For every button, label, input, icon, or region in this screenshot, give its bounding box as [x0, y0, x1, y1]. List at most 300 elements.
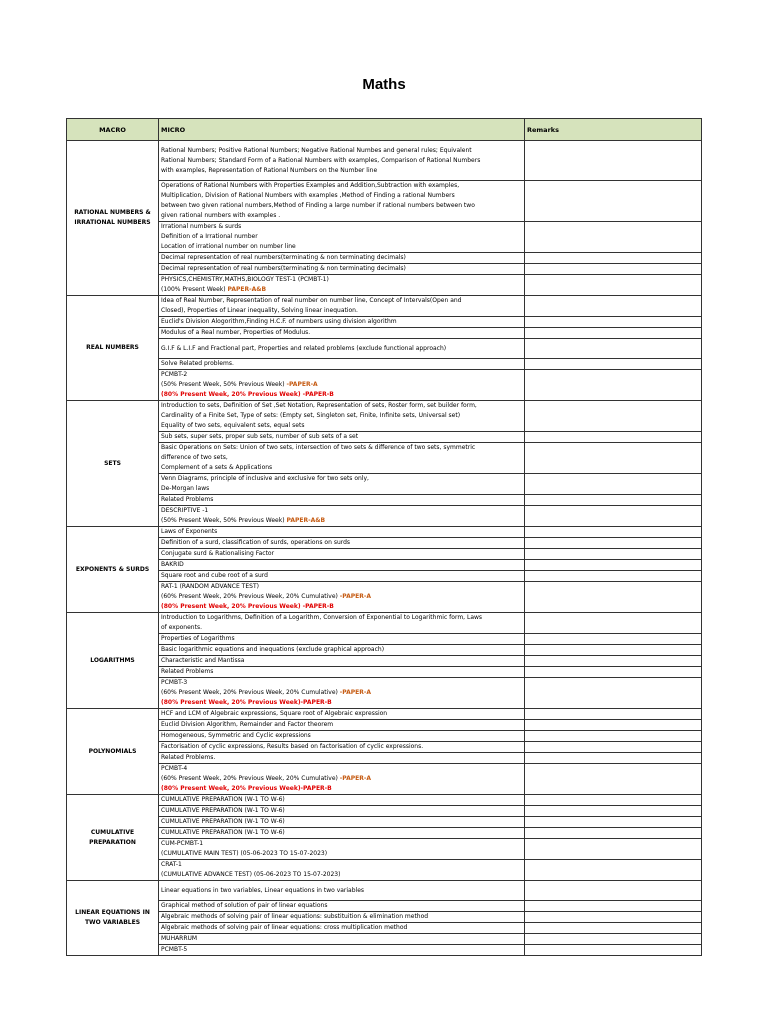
micro-topic-line: [161, 390, 522, 400]
micro-topic-text: Graphical method of solution of pair of linear equations: [161, 902, 328, 909]
table-row: [67, 795, 702, 806]
remarks-cell[interactable]: [525, 560, 702, 571]
micro-topic-cell: [159, 549, 525, 560]
micro-topic-line: [161, 656, 522, 666]
micro-topic-line: [161, 688, 522, 698]
micro-topic-line: [161, 264, 522, 274]
micro-topic-line: [161, 571, 522, 581]
micro-topic-cell: [159, 731, 525, 742]
micro-topic-line: [161, 774, 522, 784]
micro-topic-line: [161, 191, 522, 201]
micro-topic-text: CUMULATIVE PREPARATION (W-1 TO W-6): [161, 796, 285, 803]
micro-topic-text: HCF and LCM of Algebraic expressions, Square root of Algebraic expression: [161, 710, 388, 717]
table-row: [67, 731, 702, 742]
table-row: [67, 317, 702, 328]
remarks-cell[interactable]: [525, 795, 702, 806]
micro-topic-text: Algebraic methods of solving pair of linear equations: substituition & elimination method: [161, 913, 429, 920]
table-row: [67, 296, 702, 317]
remarks-cell[interactable]: [525, 720, 702, 731]
micro-topic-line: [161, 401, 522, 411]
micro-topic-line: [161, 306, 522, 316]
micro-topic-line: [161, 317, 522, 327]
remarks-cell[interactable]: [525, 901, 702, 912]
micro-topic-cell: [159, 181, 525, 222]
remarks-cell[interactable]: [525, 731, 702, 742]
remarks-cell[interactable]: [525, 370, 702, 401]
table-row: [67, 634, 702, 645]
micro-topic-line: [161, 795, 522, 805]
micro-topic-line: [161, 370, 522, 380]
remarks-cell[interactable]: [525, 764, 702, 795]
micro-topic-cell: [159, 317, 525, 328]
micro-topic-cell: [159, 860, 525, 881]
micro-topic-text: Properties of Logarithms: [161, 635, 235, 642]
micro-topic-text: Linear equations in two variables, Linear equations in two variables: [161, 886, 365, 894]
micro-topic-cell: [159, 495, 525, 506]
micro-topic-cell: [159, 720, 525, 731]
remarks-cell[interactable]: [525, 549, 702, 560]
micro-topic-line: [161, 934, 522, 944]
table-row: [67, 667, 702, 678]
remarks-cell[interactable]: [525, 613, 702, 634]
micro-topic-cell: [159, 443, 525, 474]
micro-topic-line: [161, 806, 522, 816]
remarks-cell[interactable]: [525, 181, 702, 222]
micro-topic-line: [161, 634, 522, 644]
micro-topic-cell: [159, 506, 525, 527]
micro-topic-text: Cardinality of a Finite Set, Type of sets: (Empty set, Singleton set, Finite, Infinite sets, Universal set): [161, 412, 461, 419]
micro-topic-line: [161, 923, 522, 933]
micro-topic-cell: [159, 912, 525, 923]
micro-topic-line: [161, 645, 522, 655]
micro-topic-text: (50% Present Week, 50% Previous Week): [161, 517, 285, 524]
table-row: [67, 181, 702, 222]
micro-topic-text: Decimal representation of real numbers(terminating & non terminating decimals): [161, 254, 406, 261]
syllabus-table: [66, 118, 702, 956]
micro-topic-line: [161, 912, 522, 922]
remarks-cell[interactable]: [525, 806, 702, 817]
micro-topic-line: [161, 328, 522, 338]
micro-topic-text: Related Problems.: [161, 754, 216, 761]
micro-topic-line: [161, 146, 522, 156]
micro-topic-text: Modulus of a Real number, Properties of Modulus.: [161, 329, 311, 336]
micro-topic-line: [161, 285, 522, 295]
macro-topic-cell: LINEAR EQUATIONS IN TWO VARIABLES: [67, 881, 159, 956]
micro-topic-line: [161, 253, 522, 263]
table-row: [67, 264, 702, 275]
remarks-cell[interactable]: [525, 328, 702, 339]
micro-topic-line: [161, 839, 522, 849]
remarks-cell[interactable]: [525, 296, 702, 317]
micro-topic-text: (50% Present Week, 50% Previous Week): [161, 381, 285, 388]
micro-topic-line: [161, 453, 522, 463]
table-row: [67, 495, 702, 506]
micro-topic-text: Irrational numbers & surds: [161, 223, 242, 230]
paper-label: -PAPER-A: [339, 775, 372, 782]
micro-topic-text: PCMBT-5: [161, 946, 188, 953]
remarks-cell[interactable]: [525, 443, 702, 474]
micro-topic-line: [161, 828, 522, 838]
table-row: [67, 538, 702, 549]
micro-topic-line: [161, 527, 522, 537]
micro-topic-cell: [159, 645, 525, 656]
micro-topic-text: Operations of Rational Numbers with Properties Examples and Addition,Subtraction with examples,: [161, 182, 460, 189]
micro-topic-text: Definition of a surd, classification of surds, operations on surds: [161, 539, 351, 546]
micro-topic-line: [161, 549, 522, 559]
micro-topic-line: [161, 602, 522, 612]
paper-label: PAPER-A&B: [286, 517, 326, 524]
micro-topic-cell: [159, 613, 525, 634]
micro-topic-text: Venn Diagrams, principle of inclusive and exclusive for two sets only,: [161, 475, 369, 482]
micro-topic-line: [161, 232, 522, 242]
table-row: [67, 806, 702, 817]
remarks-cell[interactable]: [525, 709, 702, 720]
remarks-cell[interactable]: [525, 817, 702, 828]
micro-topic-text: Characteristic and Mantissa: [161, 657, 245, 664]
table-row: [67, 359, 702, 370]
micro-topic-text: (CUMULATIVE MAIN TEST) (05-06-2023 TO 15-07-2023): [161, 850, 328, 857]
micro-topic-line: [161, 592, 522, 602]
micro-topic-text: Euclid's Division Alogorithm,Finding H.C.F. of numbers using division algorithm: [161, 318, 397, 325]
table-row: [67, 141, 702, 181]
micro-topic-text: Solve Related problems.: [161, 360, 234, 367]
micro-topic-text: given rational numbers with examples .: [161, 212, 281, 219]
micro-topic-line: [161, 742, 522, 752]
macro-topic-cell: POLYNOMIALS: [67, 709, 159, 795]
micro-topic-line: [161, 201, 522, 211]
paper-label: (80% Present Week, 20% Previous Week) -PAPER-B: [161, 603, 334, 610]
table-header-row: [67, 119, 702, 141]
micro-topic-text: (60% Present Week, 20% Previous Week, 20% Cumulative): [161, 775, 338, 782]
remarks-cell[interactable]: [525, 571, 702, 582]
micro-topic-text: Introduction to Logarithms, Definition of a Logarithm, Conversion of Exponential to Logarithmic form, Laws: [161, 614, 483, 621]
remarks-cell[interactable]: [525, 495, 702, 506]
micro-topic-line: [161, 860, 522, 870]
micro-topic-cell: [159, 432, 525, 443]
micro-topic-cell: [159, 359, 525, 370]
remarks-cell[interactable]: [525, 506, 702, 527]
table-row: [67, 753, 702, 764]
table-row: [67, 222, 702, 253]
micro-topic-text: between two given rational numbers,Method of Finding a large number if rational numbers between two: [161, 202, 475, 209]
micro-topic-cell: [159, 839, 525, 860]
remarks-cell[interactable]: [525, 634, 702, 645]
macro-topic-cell: REAL NUMBERS: [67, 296, 159, 401]
macro-topic-cell: EXPONENTS & SURDS: [67, 527, 159, 613]
micro-topic-line: [161, 432, 522, 442]
micro-topic-text: CUMULATIVE PREPARATION (W-1 TO W-6): [161, 829, 285, 836]
micro-topic-cell: [159, 296, 525, 317]
micro-topic-line: [161, 166, 522, 176]
micro-topic-cell: [159, 945, 525, 956]
micro-topic-text: Closed), Properties of Linear inequality, Solving linear inequation.: [161, 307, 358, 314]
micro-topic-text: Algebraic methods of solving pair of linear equations: cross multiplication method: [161, 924, 408, 931]
micro-topic-text: De-Morgan laws: [161, 485, 210, 492]
remarks-cell[interactable]: [525, 923, 702, 934]
table-row: [67, 613, 702, 634]
table-row: [67, 945, 702, 956]
table-row: [67, 370, 702, 401]
micro-topic-text: Basic Operations on Sets: Union of two sets, intersection of two sets & difference of two sets, symmetric: [161, 444, 476, 451]
micro-topic-text: G.I.F & L.I.F and Fractional part, Properties and related problems (exclude functional approach): [161, 344, 447, 352]
table-row: [67, 901, 702, 912]
remarks-cell[interactable]: [525, 432, 702, 443]
table-row: [67, 560, 702, 571]
table-row: [67, 709, 702, 720]
table-row: [67, 656, 702, 667]
table-row: [67, 881, 702, 901]
micro-topic-line: [161, 698, 522, 708]
micro-topic-text: CUM-PCMBT-1: [161, 840, 204, 847]
micro-topic-cell: [159, 828, 525, 839]
micro-topic-line: [161, 784, 522, 794]
table-row: [67, 549, 702, 560]
paper-label: -PAPER-A: [339, 593, 372, 600]
remarks-cell[interactable]: [525, 253, 702, 264]
micro-topic-text: CUMULATIVE PREPARATION (W-1 TO W-6): [161, 807, 285, 814]
micro-topic-line: [161, 753, 522, 763]
micro-topic-text: Decimal representation of real numbers(terminating & non terminating decimals): [161, 265, 406, 272]
micro-topic-line: [161, 870, 522, 880]
micro-topic-cell: [159, 923, 525, 934]
table-row: [67, 934, 702, 945]
remarks-cell[interactable]: [525, 753, 702, 764]
table-row: [67, 742, 702, 753]
macro-topic-cell: CUMULATIVE PREPARATION: [67, 795, 159, 881]
micro-topic-text: of exponents.: [161, 624, 202, 631]
micro-topic-cell: [159, 560, 525, 571]
table-row: [67, 720, 702, 731]
macro-column-header: MACRO: [67, 119, 159, 141]
micro-topic-line: [161, 582, 522, 592]
micro-topic-text: Factorisation of cyclic expressions, Results based on factorisation of cyclic expressions.: [161, 743, 424, 750]
micro-topic-text: Euclid Division Algorithm, Remainder and Factor theorem: [161, 721, 334, 728]
table-row: [67, 764, 702, 795]
micro-topic-cell: [159, 764, 525, 795]
micro-topic-text: (CUMULATIVE ADVANCE TEST) (05-06-2023 TO 15-07-2023): [161, 871, 341, 878]
micro-topic-cell: [159, 370, 525, 401]
micro-topic-text: with examples, Representation of Rational Numbers on the Number line: [161, 166, 378, 174]
remarks-cell[interactable]: [525, 839, 702, 860]
table-row: [67, 275, 702, 296]
micro-topic-cell: [159, 806, 525, 817]
table-row: [67, 839, 702, 860]
remarks-cell[interactable]: [525, 317, 702, 328]
micro-topic-text: Related Problems: [161, 496, 214, 503]
micro-topic-cell: [159, 742, 525, 753]
micro-topic-line: [161, 242, 522, 252]
paper-label: -PAPER-A: [286, 381, 318, 388]
micro-topic-cell: [159, 709, 525, 720]
remarks-cell[interactable]: [525, 645, 702, 656]
micro-topic-cell: [159, 222, 525, 253]
micro-topic-line: [161, 849, 522, 859]
micro-topic-line: [161, 945, 522, 955]
table-row: [67, 328, 702, 339]
paper-label: (80% Present Week, 20% Previous Week)-PAPER-B: [161, 785, 332, 792]
remarks-cell[interactable]: [525, 912, 702, 923]
micro-topic-line: [161, 156, 522, 166]
micro-topic-cell: [159, 901, 525, 912]
micro-topic-line: [161, 474, 522, 484]
micro-topic-text: Rational Numbers; Standard Form of a Rational Numbers with examples, Comparison of Rational Numbers: [161, 156, 481, 164]
micro-topic-line: [161, 484, 522, 494]
remarks-cell[interactable]: [525, 538, 702, 549]
table-row: [67, 828, 702, 839]
remarks-cell[interactable]: [525, 264, 702, 275]
micro-topic-line: [161, 667, 522, 677]
micro-topic-line: [161, 344, 522, 354]
remarks-cell[interactable]: [525, 222, 702, 253]
micro-topic-text: PCMBT-3: [161, 679, 188, 686]
table-row: [67, 817, 702, 828]
micro-topic-line: [161, 463, 522, 473]
page-title: Maths: [362, 76, 406, 93]
micro-topic-line: [161, 613, 522, 623]
syllabus-body: [67, 141, 702, 956]
micro-topic-line: [161, 222, 522, 232]
micro-topic-text: Laws of Exponents: [161, 528, 218, 535]
micro-topic-cell: [159, 817, 525, 828]
micro-topic-text: Basic logarithmic equations and inequations (exclude graphical approach): [161, 646, 385, 653]
micro-topic-line: [161, 901, 522, 911]
table-row: [67, 860, 702, 881]
micro-topic-cell: [159, 538, 525, 549]
table-row: [67, 527, 702, 538]
micro-topic-cell: [159, 582, 525, 613]
micro-topic-cell: [159, 934, 525, 945]
micro-topic-cell: [159, 634, 525, 645]
micro-topic-text: Related Problems: [161, 668, 214, 675]
remarks-cell[interactable]: [525, 656, 702, 667]
micro-topic-line: [161, 538, 522, 548]
table-row: [67, 474, 702, 495]
micro-topic-line: [161, 421, 522, 431]
table-row: [67, 571, 702, 582]
paper-label: -PAPER-A: [339, 689, 372, 696]
table-row: [67, 645, 702, 656]
micro-topic-cell: [159, 667, 525, 678]
remarks-cell[interactable]: [525, 860, 702, 881]
remarks-cell[interactable]: [525, 828, 702, 839]
remarks-cell[interactable]: [525, 527, 702, 538]
micro-topic-cell: [159, 678, 525, 709]
micro-topic-text: PCMBT-4: [161, 765, 188, 772]
micro-topic-cell: [159, 264, 525, 275]
micro-topic-cell: [159, 401, 525, 432]
micro-topic-line: [161, 817, 522, 827]
micro-topic-text: Conjugate surd & Rationalising Factor: [161, 550, 275, 557]
micro-topic-text: Definition of a Irrational number: [161, 233, 258, 240]
micro-topic-cell: [159, 474, 525, 495]
micro-topic-text: Idea of Real Number, Representation of real number on number line, Concept of Intervals(Open and: [161, 297, 462, 304]
micro-topic-line: [161, 275, 522, 285]
micro-topic-text: (60% Present Week, 20% Previous Week, 20% Cumulative): [161, 689, 338, 696]
remarks-cell[interactable]: [525, 934, 702, 945]
micro-topic-line: [161, 181, 522, 191]
table-row: [67, 401, 702, 432]
paper-label: (80% Present Week, 20% Previous Week)-PAPER-B: [161, 699, 332, 706]
micro-topic-text: Introduction to sets, Definition of Set ,Set Notation, Representation of sets, Roster form, set builder form,: [161, 402, 477, 409]
micro-topic-cell: [159, 339, 525, 359]
micro-topic-line: [161, 709, 522, 719]
table-row: [67, 443, 702, 474]
micro-topic-line: [161, 720, 522, 730]
table-row: [67, 582, 702, 613]
table-row: [67, 253, 702, 264]
micro-topic-text: CUMULATIVE PREPARATION (W-1 TO W-6): [161, 818, 285, 825]
remarks-cell[interactable]: [525, 474, 702, 495]
remarks-cell[interactable]: [525, 275, 702, 296]
micro-column-header: MICRO: [159, 119, 525, 141]
micro-topic-text: difference of two sets,: [161, 454, 228, 461]
micro-topic-text: MUHARRUM: [161, 935, 198, 942]
micro-topic-cell: [159, 527, 525, 538]
micro-topic-line: [161, 211, 522, 221]
micro-topic-line: [161, 359, 522, 369]
macro-topic-cell: SETS: [67, 401, 159, 527]
micro-topic-line: [161, 886, 522, 896]
micro-topic-line: [161, 443, 522, 453]
micro-topic-cell: [159, 795, 525, 806]
micro-topic-cell: [159, 141, 525, 181]
micro-topic-text: Multiplication, Division of Rational Numbers with examples ,Method of Finding a rational Numbers: [161, 192, 455, 199]
remarks-cell[interactable]: [525, 141, 702, 181]
table-row: [67, 339, 702, 359]
remarks-cell[interactable]: [525, 339, 702, 359]
micro-topic-text: Complement of a sets & Applications: [161, 464, 273, 471]
remarks-cell[interactable]: [525, 945, 702, 956]
micro-topic-text: Location of irrational number on number line: [161, 243, 296, 250]
micro-topic-text: PHYSICS,CHEMISTRY,MATHS,BIOLOGY TEST-1 (PCMBT-1): [161, 276, 329, 283]
micro-topic-text: BAKRID: [161, 561, 184, 568]
micro-topic-line: [161, 678, 522, 688]
remarks-cell[interactable]: [525, 678, 702, 709]
micro-topic-line: [161, 296, 522, 306]
remarks-cell[interactable]: [525, 742, 702, 753]
micro-topic-text: Rational Numbers; Positive Rational Numbers; Negative Rational Numbes and general rules; Equivalent: [161, 146, 472, 154]
micro-topic-line: [161, 731, 522, 741]
paper-label: PAPER-A&B: [227, 286, 267, 293]
remarks-cell[interactable]: [525, 359, 702, 370]
micro-topic-text: DESCRIPTIVE -1: [161, 507, 209, 514]
micro-topic-cell: [159, 881, 525, 901]
micro-topic-cell: [159, 656, 525, 667]
micro-topic-text: Equality of two sets, equivalent sets, equal sets: [161, 422, 305, 429]
micro-topic-line: [161, 380, 522, 390]
macro-topic-cell: RATIONAL NUMBERS & IRRATIONAL NUMBERS: [67, 141, 159, 296]
micro-topic-cell: [159, 753, 525, 764]
micro-topic-line: [161, 516, 522, 526]
remarks-cell[interactable]: [525, 401, 702, 432]
micro-topic-line: [161, 623, 522, 633]
remarks-cell[interactable]: [525, 582, 702, 613]
remarks-column-header: Remarks: [525, 119, 702, 141]
micro-topic-line: [161, 495, 522, 505]
macro-topic-cell: LOGARITHMS: [67, 613, 159, 709]
table-row: [67, 912, 702, 923]
micro-topic-text: PCMBT-2: [161, 371, 188, 378]
micro-topic-text: RAT-1 (RANDOM ADVANCE TEST): [161, 583, 259, 590]
table-row: [67, 678, 702, 709]
micro-topic-line: [161, 411, 522, 421]
micro-topic-line: [161, 506, 522, 516]
remarks-cell[interactable]: [525, 667, 702, 678]
micro-topic-text: Sub sets, super sets, proper sub sets, number of sub sets of a set: [161, 433, 359, 440]
remarks-cell[interactable]: [525, 881, 702, 901]
paper-label: (80% Present Week, 20% Previous Week) -PAPER-B: [161, 391, 334, 398]
micro-topic-text: Square root and cube root of a surd: [161, 572, 268, 579]
